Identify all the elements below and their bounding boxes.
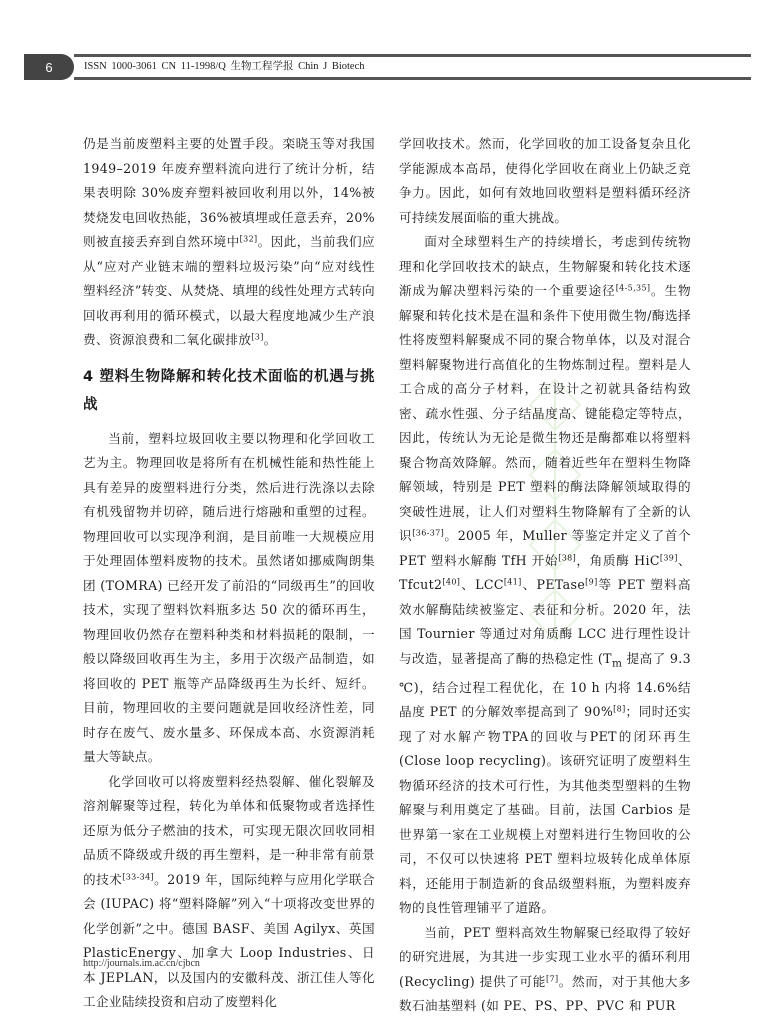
citation[interactable]: [8] [613,704,626,714]
footer-url[interactable]: http://journals.im.ac.cn/cjbcn [83,958,200,969]
citation[interactable]: [38] [558,553,577,563]
running-header [0,54,773,80]
citation[interactable]: [36-37] [412,528,445,538]
paragraph: 学回收技术。然而，化学回收的加工设备复杂且化学能源成本高昂，使得化学回收在商业上仍缺乏竞争力。因此，如何有效地回收塑料是塑料循环经济可持续发展面临的重大挑战。 [399,136,691,225]
paragraph: 化学回收可以将废塑料经热裂解、催化裂解及溶剂解聚等过程，转化为单体和低聚物或者选择性还原为低分子燃油的技术，可实现无限次回收同相品质不降级或升级的再生塑料，是一种非常有前景的技术[33-34]。2019 年，国际纯粹与应用化学联合会 (IUPAC) 将“塑料降解”列入“十项将改变世界的化学创新”之中。德国 BASF、美国 Agilyx、英国 PlasticEnergy、加拿大 Loop Industries、日本 JEPLAN，以及国内的安徽科茂、浙江佳人等化工企业陆续投资和启动了废塑料化 [83,773,375,1009]
citation[interactable]: [4-5,35] [615,283,651,293]
citation[interactable]: [7] [546,974,559,984]
citation[interactable]: [40] [442,577,461,587]
citation[interactable]: [9] [585,577,598,587]
page-number-tab [24,54,74,80]
paragraph: 面对全球塑料生产的持续增长，考虑到传统物理和化学回收技术的缺点，生物解聚和转化技术逐渐成为解决塑料污染的一个重要途径[4-5,35]。生物解聚和转化技术是在温和条件下使用微生物/酶选择性将废塑料解聚成不同的聚合物单体，以及对混合塑料解聚物进行高值化的生物炼制过程。塑料是人工合成的高分子材料，在设计之初就具备结构致密、疏水性强、分子结晶度高、键能稳定等特点，因此，传统认为无论是微生物还是酶都难以将塑料聚合物高效降解。然而，随着近些年在塑料生物降解领域，特别是 PET 塑料的酶法降解领域取得的突破性进展，让人们对塑料生物降解有了全新的认识[36-37]。2005 年，Muller 等鉴定并定义了首个 PET 塑料水解酶 TfH 开始[38]，角质酶 HiC[39]、Tfcut2[40]、LCC[41]、PETase[9]等 PET 塑料高效水解酶陆续被鉴定、表征和分析。2020 年，法国 Tournier 等通过对角质酶 LCC 进行理性设计与改造，显著提高了酶的热稳定性 ($T_m$ 提高了 9.3 ℃)，结合过程工程优化，在 10 h 内将 14.6%结晶度 PET 的分解效率提高到了 90%[8]；同时还实现了对水解产物TPA的回收与PET的闭环再生 (Close loop recycling)。该研究证明了废塑料生物循环经济的技术可行性，为其他类型塑料的生物解聚与利用奠定了基础。目前，法国 Carbios 是世界第一家在工业规模上对塑料进行生物回收的公司，不仅可以快速将 PET 塑料垃圾转化成单体原料，还能用于制造新的食品级塑料瓶，为塑料废弃物的良性管理铺平了道路。 [399,234,691,916]
paragraph: 当前，PET 塑料高效生物解聚已经取得了较好的研究进展，为其进一步实现工业水平的循环利用 (Recycling) 提供了可能[7]。然而，对于其他大多数石油基塑料 (如 PE、PS、PP、PVC 和 PUR [399,924,692,1014]
right-column [399,132,691,1019]
paragraph: 仍是当前废塑料主要的处置手段。栾晓玉等对我国 1949–2019 年废弃塑料流向进行了统计分析，结果表明除 30%废弃塑料被回收利用以外，14%被焚烧发电回收热能，36%被填埋或任意丢弃，20%则被直接丢弃到自然环境中[32]。因此，当前我们应从“应对产业链末端的塑料垃圾污染”向“应对线性塑料经济”转变、从焚烧、填埋的线性处理方式转向回收再利用的循环模式，以最大程度地减少生产浪费、资源浪费和二氧化碳排放[3]。 [83,136,375,347]
citation[interactable]: [39] [659,553,678,563]
citation[interactable]: [33-34] [122,872,154,882]
citation[interactable]: [32] [239,234,258,244]
left-column [83,132,375,1015]
citation[interactable]: [3] [251,332,264,342]
citation[interactable]: [41] [503,577,522,587]
section-heading: 4 塑料生物降解和转化技术面临的机遇与挑战 [83,368,375,413]
journal-info: ISSN 1000-3061 CN 11-1998/Q 生物工程学报 Chin J Biotech [84,61,365,72]
paragraph: 当前，塑料垃圾回收主要以物理和化学回收工艺为主。物理回收是将所有在机械性能和热性能上具有差异的废塑料进行分类，然后进行洗涤以去除有机残留物并切碎，随后进行熔融和重塑的过程。物理回收可以实现净利润，是目前唯一大规模应用于处理固体塑料废物的技术。虽然诸如挪威陶朗集团 (TOMRA) 已经开发了前沿的“同级再生”的回收技术，实现了塑料饮料瓶多达 50 次的循环再生，物理回收仍然存在塑料种类和材料损耗的限制，一般以降级回收再生为主，多用于次级产品制造，如将回收的 PET 瓶等产品降级再生为长纤、短纤。目前，物理回收的主要问题就是回收经济性差，同时存在废气、废水量多、环保成本高、水资源消耗量大等缺点。 [83,430,375,764]
page-number: 6 [45,59,53,75]
